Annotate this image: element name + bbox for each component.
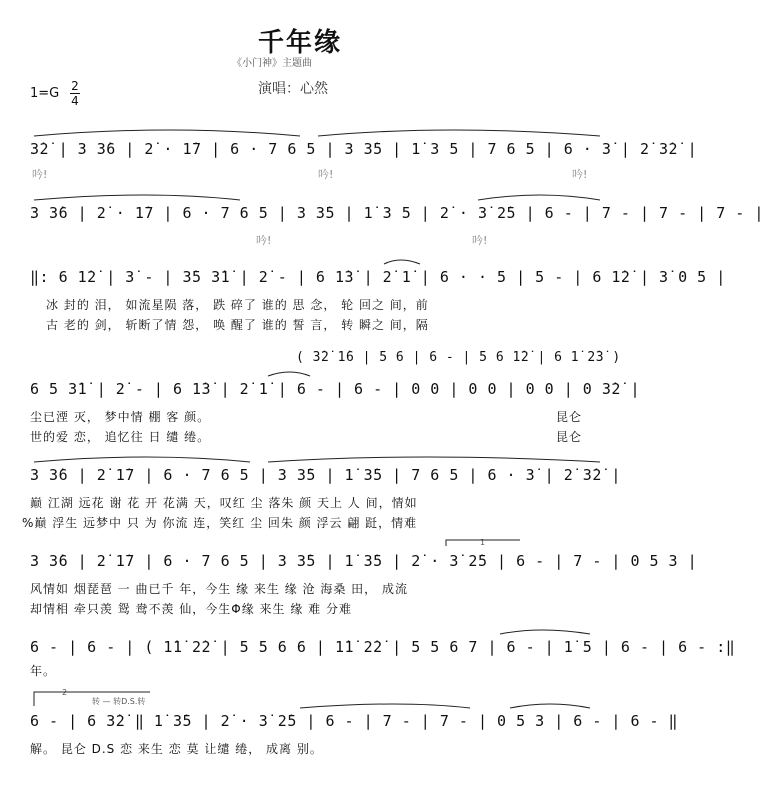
- volta-2-mark: 2: [62, 688, 68, 697]
- lyric-row-3-verse-2: 古 老的 剑， 斩断了情 怨， 唤 醒了 谁的 誓 言， 转 瞬之 间，隔: [46, 318, 429, 332]
- notation-row-2: 3 3̇6 | 2̇ · 1̇7 | 6 · 7 6 5 | 3 3̇5 | 1̇ 3 5 | 2̇ · 3̇ 2̇5 | 6 - | 7 - | 7 - | 7 - |: [30, 204, 764, 222]
- lyric-row-8-verse-1: 解。 昆仑 D.S 恋 来生 恋 莫 让缱 绻， 成离 别。: [30, 742, 323, 756]
- interlude-row-4: ( 3̇2̇ 1̇6 | 5 6 | 6 - | 5 6 1̇2̇ | 6 1̇ 2̇3̇ ): [296, 350, 621, 365]
- lyric-row-4-end-2: 昆仑: [556, 430, 583, 444]
- notation-row-3: ‖: 6 1̇2̇ | 3̇ - | 3̇5 3̇1̇ | 2̇ - | 6 1̇3̇ | 2̇ 1̇ | 6 · · 5 | 5 - | 6 1̇2̇ | 3̇ 0 5 |: [30, 268, 726, 286]
- lyric-row-2-b: 吟!: [472, 234, 488, 247]
- notation-row-4: 6 5 3̇1̇ | 2̇ - | 6 1̇3̇ | 2̇ 1̇ | 6 - | 6 - | 0 0 | 0 0 | 0 0 | 0 3̇2̇ |: [30, 380, 640, 398]
- lyric-row-7-verse-1: 年。: [30, 664, 57, 678]
- slur: [300, 704, 470, 708]
- lyric-row-3-verse-1: 冰 封的 泪， 如流星陨 落， 跌 碎了 谁的 思 念， 轮 回之 间，前: [46, 298, 429, 312]
- time-signature: [70, 80, 80, 107]
- lyric-row-4-verse-2: 世的爱 恋， 追忆往 日 缱 绻。: [30, 430, 211, 444]
- lyric-row-6-verse-2: 却情相 牵只羡 鸳 鸯不羡 仙，今生Φ缘 来生 缘 难 分难: [30, 602, 352, 616]
- slur: [34, 130, 300, 136]
- slur: [384, 260, 420, 264]
- slur: [478, 195, 600, 200]
- notation-row-1: 3̇2̇ | 3 3̇6 | 2̇ · 1̇7 | 6 · 7 6 5 | 3 3̇5 | 1̇ 3 5 | 7 6 5 | 6 · 3̇ | 2̇ 3̇2̇ |: [30, 140, 698, 158]
- slur: [268, 457, 600, 462]
- lyric-row-4-verse-1: 尘已湮 灭， 梦中情 棚 客 颜。: [30, 410, 211, 424]
- lyric-row-2-a: 吟!: [256, 234, 272, 247]
- notation-row-7: 6 - | 6 - | ( 1̇1̇ 2̇2̇ | 5 5 6 6 | 1̇1̇ 2̇2̇ | 5 5 6 7 | 6 - | 1̇ 5 | 6 - | 6 - :‖: [30, 638, 736, 656]
- notation-row-8: 6 - | 6 3̇2̇ ‖ 1̇ 3̇5 | 2̇ · 3̇ 2̇5 | 6 - | 7 - | 7 - | 0 5 3 | 6 - | 6 - ‖: [30, 712, 679, 730]
- singer-credit: 演唱：心然: [258, 81, 328, 97]
- lyric-row-5-verse-1: 巅 江湖 远花 谢 花 开 花满 天，叹红 尘 落朱 颜 天上 人 间，情如: [30, 496, 418, 510]
- slur: [268, 372, 310, 376]
- time-bottom: 4: [71, 94, 79, 108]
- notation-row-5: 3 3̇6 | 2̇ 1̇7 | 6 · 7 6 5 | 3 3̇5 | 1̇ 3̇5 | 7 6 5 | 6 · 3̇ | 2̇ 3̇2̇ |: [30, 466, 621, 484]
- lyric-row-5-verse-2: %巅 浮生 远梦中 只 为 你流 连，笑红 尘 回朱 颜 浮云 翩 跹，情难: [22, 516, 418, 530]
- notation-row-6: 3 3̇6 | 2̇ 1̇7 | 6 · 7 6 5 | 3 3̇5 | 1̇ 3̇5 | 2̇ · 3̇ 2̇5 | 6 - | 7 - | 0 5 3 |: [30, 552, 698, 570]
- slur: [500, 630, 590, 634]
- time-top: 2: [71, 79, 79, 93]
- slur: [510, 704, 590, 708]
- lyric-row-4-end-1: 昆仑: [556, 410, 583, 424]
- lyric-row-6-verse-1: 风情如 烟琵琶 一 曲已千 年，今生 缘 来生 缘 沧 海桑 田， 成流: [30, 582, 408, 596]
- slur: [34, 195, 240, 200]
- song-subtitle: 《小门神》主题曲: [232, 58, 312, 69]
- slur: [318, 130, 600, 136]
- key-signature: 1=G: [30, 86, 60, 101]
- song-title: 千年缘: [258, 28, 343, 58]
- lyric-row-1-b: 吟!: [318, 168, 334, 181]
- slur: [34, 457, 250, 462]
- volta-1-mark: 1: [480, 538, 486, 547]
- lyric-row-1-c: 吟!: [572, 168, 588, 181]
- lyric-row-1-a: 吟!: [32, 168, 48, 181]
- ds-small-mark: 转 — 转D.S.转: [92, 697, 146, 706]
